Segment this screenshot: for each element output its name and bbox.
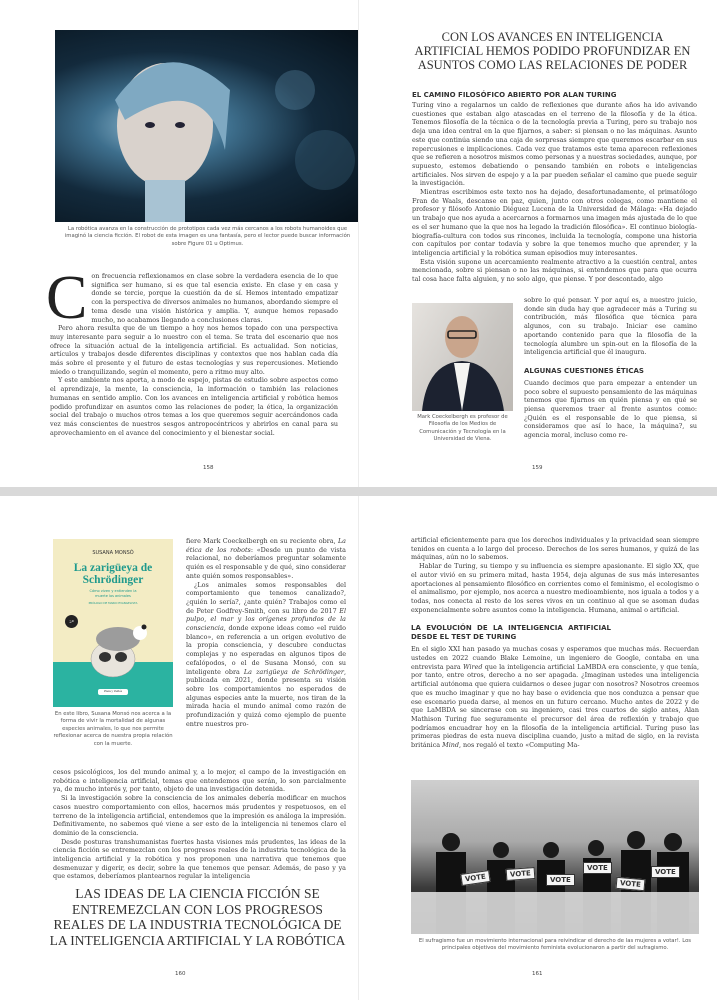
- text: ¿Los animales somos responsables del comportamiento que tenemos canalizado?, ¿quién lo sería?, ¿ante quién? Trabajos como el de Peter Godfrey-Smith, con su libro de 2017: [186, 580, 346, 615]
- page158-body: [46, 264, 338, 437]
- vote-sign: VOTE: [651, 866, 680, 878]
- pull-quote: LAS IDEAS DE LA CIENCIA FICCIÓN SE ENTREMEZCLAN CON LOS PROGRESOS REALES DE LA INDUSTRIA TECNOLÓGICA DE LA INTELIGENCIA ARTIFICIAL Y LA ROBÓTICA: [49, 886, 346, 948]
- vote-signs: [411, 866, 699, 896]
- suffragette-photo-caption: El sufragismo fue un movimiento internacional para reivindicar el derecho de las mujeres a votar!. Los principales objetivos del movimiento feminista evolucionaron a partir del sufragismo.: [418, 938, 692, 952]
- page160-body: [53, 768, 346, 881]
- text: , donde expone ideas como «el ruido blanco», en referencia a un origen evolutivo de la propia consciencia, y descubre conductas complejas y no esperadas en algunos tipos de cefalópodos, o el de Susana Monsó, con su inteligente obra: [186, 624, 346, 676]
- page160-column: [186, 537, 346, 728]
- book-subtitle: Cómo viven y entienden la muerte los animales: [89, 589, 137, 598]
- edition-badge: 2ª: [65, 615, 78, 628]
- vote-sign: VOTE: [546, 874, 575, 886]
- text: : «Desde un punto de vista relacional, no deberíamos preguntar solamente quién es el responsable y de qué, sino considerar ante quién somos responsables».: [186, 545, 346, 580]
- robot-image-caption: La robótica avanza en la construcción de prototipos cada vez más cercanos a los robots humanoides que imaginó la ciencia ficción. El robot de esta imagen es una fantasía, pero el lector puede buscar información sobre Figure 01 u Optimus.: [64, 226, 351, 247]
- paragraph: Cuando decimos que para empezar a entender un poco sobre el supuesto pensamiento de las máquinas tenemos que fijarnos en quién piensa y en qué se piensa queremos traer al frente asuntos como: ¿Quién es el responsable de lo que piensa, si consideramos que así lo hace, la máquina?, su agencia moral, incluso como re-: [524, 378, 697, 440]
- paragraph: Hablar de Turing, su tiempo y su influencia es siempre apasionante. El siglo XX, que el autor vivió en su primera mitad, hasta 1954, deja algunas de sus más interesantes aportaciones al pensamiento filosófico en corrientes como el feminismo, el ecologismo o el animalismo, por ejemplo, nos acerca a nuestro medioambiente, nos iguala a todos y a todas, nos conecta al resto de los seres vivos en un continuo al que se asoman dudas exponencialmente sobre asuntos como la inteligencia. Humana, animal o artificial.: [411, 562, 699, 614]
- book-title-ref: La zarigüeya de Schrödinger: [243, 667, 344, 676]
- paragraph: artificial eficientemente para que los derechos individuales y la privacidad sean siempre tenidos en cuenta a lo largo del proceso. Derechos de los seres humanos, y quizá de las máquinas, aún no lo sabemos.: [411, 536, 699, 562]
- page159-body: [412, 101, 697, 284]
- paragraph: Turing vino a regalarnos un caldo de reflexiones que durante años ha ido avivando cuestiones que estaban algo atascadas en el terreno de la filosofía y de la ética. Tenemos filosofía de la técnica o de la tecnología previa a Turing, pero su trabajo nos deja una idea central en la que fijarnos, a saber: si piensan o no las máquinas. Asunto este que continúa siendo una caja de sorpresas siempre que queremos escarbar en sus repercusiones e implicaciones. Cada vez que tratamos este tema aparecen reflexiones que se refieren a nosotros mismos como personas y a nuestras sociedades, aunque, por supuesto, estemos debatiendo o pensando también en robots e inteligencias artificiales. Nos sirven de espejo y a la par pueden señalar el camino que puede seguir la investigación.: [412, 101, 697, 188]
- robot-head-illustration: [55, 30, 358, 222]
- skull-opossum-illustration: [83, 617, 153, 682]
- page-number: 159: [532, 465, 543, 471]
- section-heading: LA EVOLUCIÓN DE LA INTELIGENCIA ARTIFICIAL DESDE EL TEST DE TURING: [411, 624, 611, 642]
- book-cover: [53, 539, 173, 707]
- paragraph: Mientras escribimos este texto nos ha dejado, desafortunadamente, el primatólogo Fran de Waals, descanse en paz, quien, junto con otros colegas, como mantiene el profesor y filósofo Antonio Diéguez Lucena de la Universidad de Málaga: «Ha dejado un trabajo que nos ayuda a acercarnos a formarnos una imagen más ajustada de lo que es el ser humano que la que nos ha legado la tradición filosófica». El continuo biología-biografía-cultura con todos sus rincones, incluida la tecnología, compone una historia con capítulos por contar todavía y sobre la que tenemos mucho que aprender, y la inteligencia artificial y la robótica suman episodios muy interesantes.: [412, 188, 697, 257]
- paragraph: sobre lo qué pensar. Y por aquí es, a nuestro juicio, donde sin duda hay que agradecer más a Turing su contribución, más filosófica que técnica para algunos, con su trabajo. Iniciar ese camino aportando contenido para que la filosofía de la tecnología alumbre un spin-out en la filosofía de la inteligencia artificial que él inaugura.: [524, 296, 697, 357]
- text: En el siglo XXI han pasado ya muchas cosas y esperamos que muchas más. Recuerdan ustedes en 2022 cuando Blake Lemoine, un ingeniero de Google, contaba en una entrevista para: [411, 645, 699, 671]
- pull-quote: CON LOS AVANCES EN INTELIGENCIA ARTIFICIAL HEMOS PODIDO PROFUNDIZAR EN ASUNTOS COMO LAS RELACIONES DE PODER: [414, 30, 691, 72]
- person-illustration: [412, 303, 513, 411]
- suffragettes-illustration: [411, 780, 699, 934]
- top-spread: [0, 0, 717, 487]
- portrait-photo: [412, 303, 513, 411]
- paragraph: Pero ahora resulta que de un tiempo a hoy nos hemos topado con una perspectiva muy interesante para seguir a lo nuestro con el tema. Se trata del escenario que nos ofrece la situación actual de la inteligencia artificial. Es actualidad. Son noticias, artículos y trabajos desde diferentes disciplinas y contextos que nos hablan cada día más sobre el presente y el futuro de estas tecnologías y sus repercusiones. Metiendo miedo o tranquilizando, según el momento, pero a ritmo muy alto.: [50, 324, 338, 376]
- robot-image: [55, 30, 358, 222]
- book-cover-caption: En este libro, Susana Monsó nos acerca a la forma de vivir la mortalidad de algunas especies animales, lo que nos permite reflexionar acerca de nuestra propia relación con la muerte.: [53, 711, 173, 747]
- page159-column: [524, 296, 697, 440]
- paragraph: Esta visión supone un acercamiento realmente atractivo a la cuestión central, antes mencionada, sobre si piensan o no las máquinas, si entendemos que para que ocurra tal cosa hace falta alguien, y no solo algo, que piense. Y por descontado, algo: [412, 257, 697, 284]
- bottom-spread: [0, 496, 717, 1000]
- book-title: La zarigüeya de Schrödinger: [73, 562, 153, 586]
- text: que la inteligencia artificial LaMBDA era consciente, y que tenía, por tanto, entre otros, derecho a no ser apagada. ¿Imaginan ustedes una inteligencia artificial autónoma que quiera cuidarnos o desee jugar con nosotros? Nosotros creemos que es mucho imaginar y que no hay base o evidencia que nos conduzca a pensar que ese escenario pueda darse, al menos en un futuro cercano. Mucho antes de 2022 y de que LaMBDA se sincerase con su ingeniero, casi tres cuartos de siglo antes, Alan Mathison Turing fue seguramente el precursor del área de reflexión y trabajo que podríamos encuadrar hoy en la filosofía de la inteligencia artificial. Turing puso las primeras piedras de esta nueva disciplina cuando, justo a mitad de siglo, en la revista británica: [411, 662, 699, 750]
- portrait-caption: Mark Coeckelbergh es profesor de Filosofía de los Medios de Comunicación y Tecnología en la Universidad de Viena.: [417, 414, 508, 443]
- drop-cap: C: [46, 264, 88, 332]
- paragraph: Y este ambiente nos aporta, a modo de espejo, pistas de estudio sobre aspectos como el aprendizaje, la mente, la consciencia, la información o también las relaciones humanas en sentido amplio. Con los avances en inteligencia artificial y robótica hemos podido profundizar en asuntos como las relaciones de poder, la ética, la organización social del trabajo o muchos otros temas a los que queremos seguir acercándonos cada vez más conscientes de nuestros sesgos antropocéntricos y abrirlos en canal para su aprovechamiento en el avance del conocimiento y el bienestar social.: [50, 376, 338, 437]
- paragraph: cesos psicológicos, los del mundo animal y, a lo mejor, el campo de la investigación en robótica e inteligencia artificial, temas que entendemos que serán, lo son parcialmente ya, de mucho interés y, por tanto, objeto de una investigación detenida.: [53, 768, 346, 794]
- magazine-ref: Wired: [463, 662, 483, 671]
- book-title-ref: La ética de los robots: [186, 537, 346, 554]
- suffragette-photo: [411, 780, 699, 934]
- magazine-ref: Mind: [442, 741, 459, 750]
- publisher-logo: Plaza y Valdés: [98, 689, 128, 695]
- vote-sign: VOTE: [583, 862, 612, 874]
- vote-sign: VOTE: [616, 877, 646, 891]
- paragraph: Si la investigación sobre la consciencia de los animales debería modificar en muchos casos nuestro comportamiento con ellos, hacernos más prudentes y respetuosos, en el terreno de la inteligencia artificial, entendemos que la impresión es análoga la impresión. Definitivamente, no sabemos qué viene a ser esto de la inteligencia ni tenemos claro el dominio de la consciencia.: [53, 794, 346, 837]
- gutter: [358, 496, 359, 1000]
- book-prologue: PRÓLOGO DE MARIO EVANGELISTA: [88, 601, 138, 605]
- vote-sign: VOTE: [506, 867, 536, 881]
- gutter: [358, 0, 359, 487]
- vote-sign: VOTE: [460, 870, 490, 886]
- text: , nos regaló el texto «Computing Ma-: [458, 741, 580, 750]
- book-title-ref: El pulpo, el mar y los orígenes profundos de la consciencia: [186, 606, 346, 633]
- page-number: 158: [203, 465, 214, 471]
- paragraph: Desde posturas transhumanistas fuertes hasta visiones más prudentes, las ideas de la ciencia ficción se entremezclan con los progresos reales de la industria tecnológica de la inteligencia artificial y la robótica y nos proponen una narrativa que tenemos que desmenuzar y digerir, es decir, sobre la que tenemos que pensar. Además, de paso y ya que estamos, deberíamos plantearnos regular la inteligencia: [53, 837, 346, 881]
- page161-body: [411, 536, 699, 750]
- text: fiere Mark Coeckelbergh en su reciente obra,: [186, 537, 338, 545]
- page-number: 160: [175, 971, 186, 977]
- text: , publicada en 2021, donde presenta su visión sobre los comportamientos no esperados de algunas especies ante la muerte, nos tiran de la mirada hacia el mundo animal como razón de profundización y quizá como ejemplo de puente entre nuestros pro-: [186, 667, 346, 728]
- section-heading: ALGUNAS CUESTIONES ÉTICAS: [524, 366, 644, 375]
- paragraph: on frecuencia reflexionamos en clase sobre la verdadera esencia de lo que significa ser humano, si es que tal esencia existe. En clase y en casa y donde se tercie, porque la cuestión da de sí. Hemos intentado empatizar con la perspectiva de diversos animales no humanos, abordando siempre el tema desde una visión histórica y amplia. Y, aunque hemos repasado mucho, no acabamos llegando a conclusiones claras.: [91, 272, 338, 324]
- page-number: 161: [532, 971, 543, 977]
- section-heading: EL CAMINO FILOSÓFICO ABIERTO POR ALAN TURING: [412, 91, 617, 99]
- book-author: SUSANA MONSÓ: [92, 550, 134, 556]
